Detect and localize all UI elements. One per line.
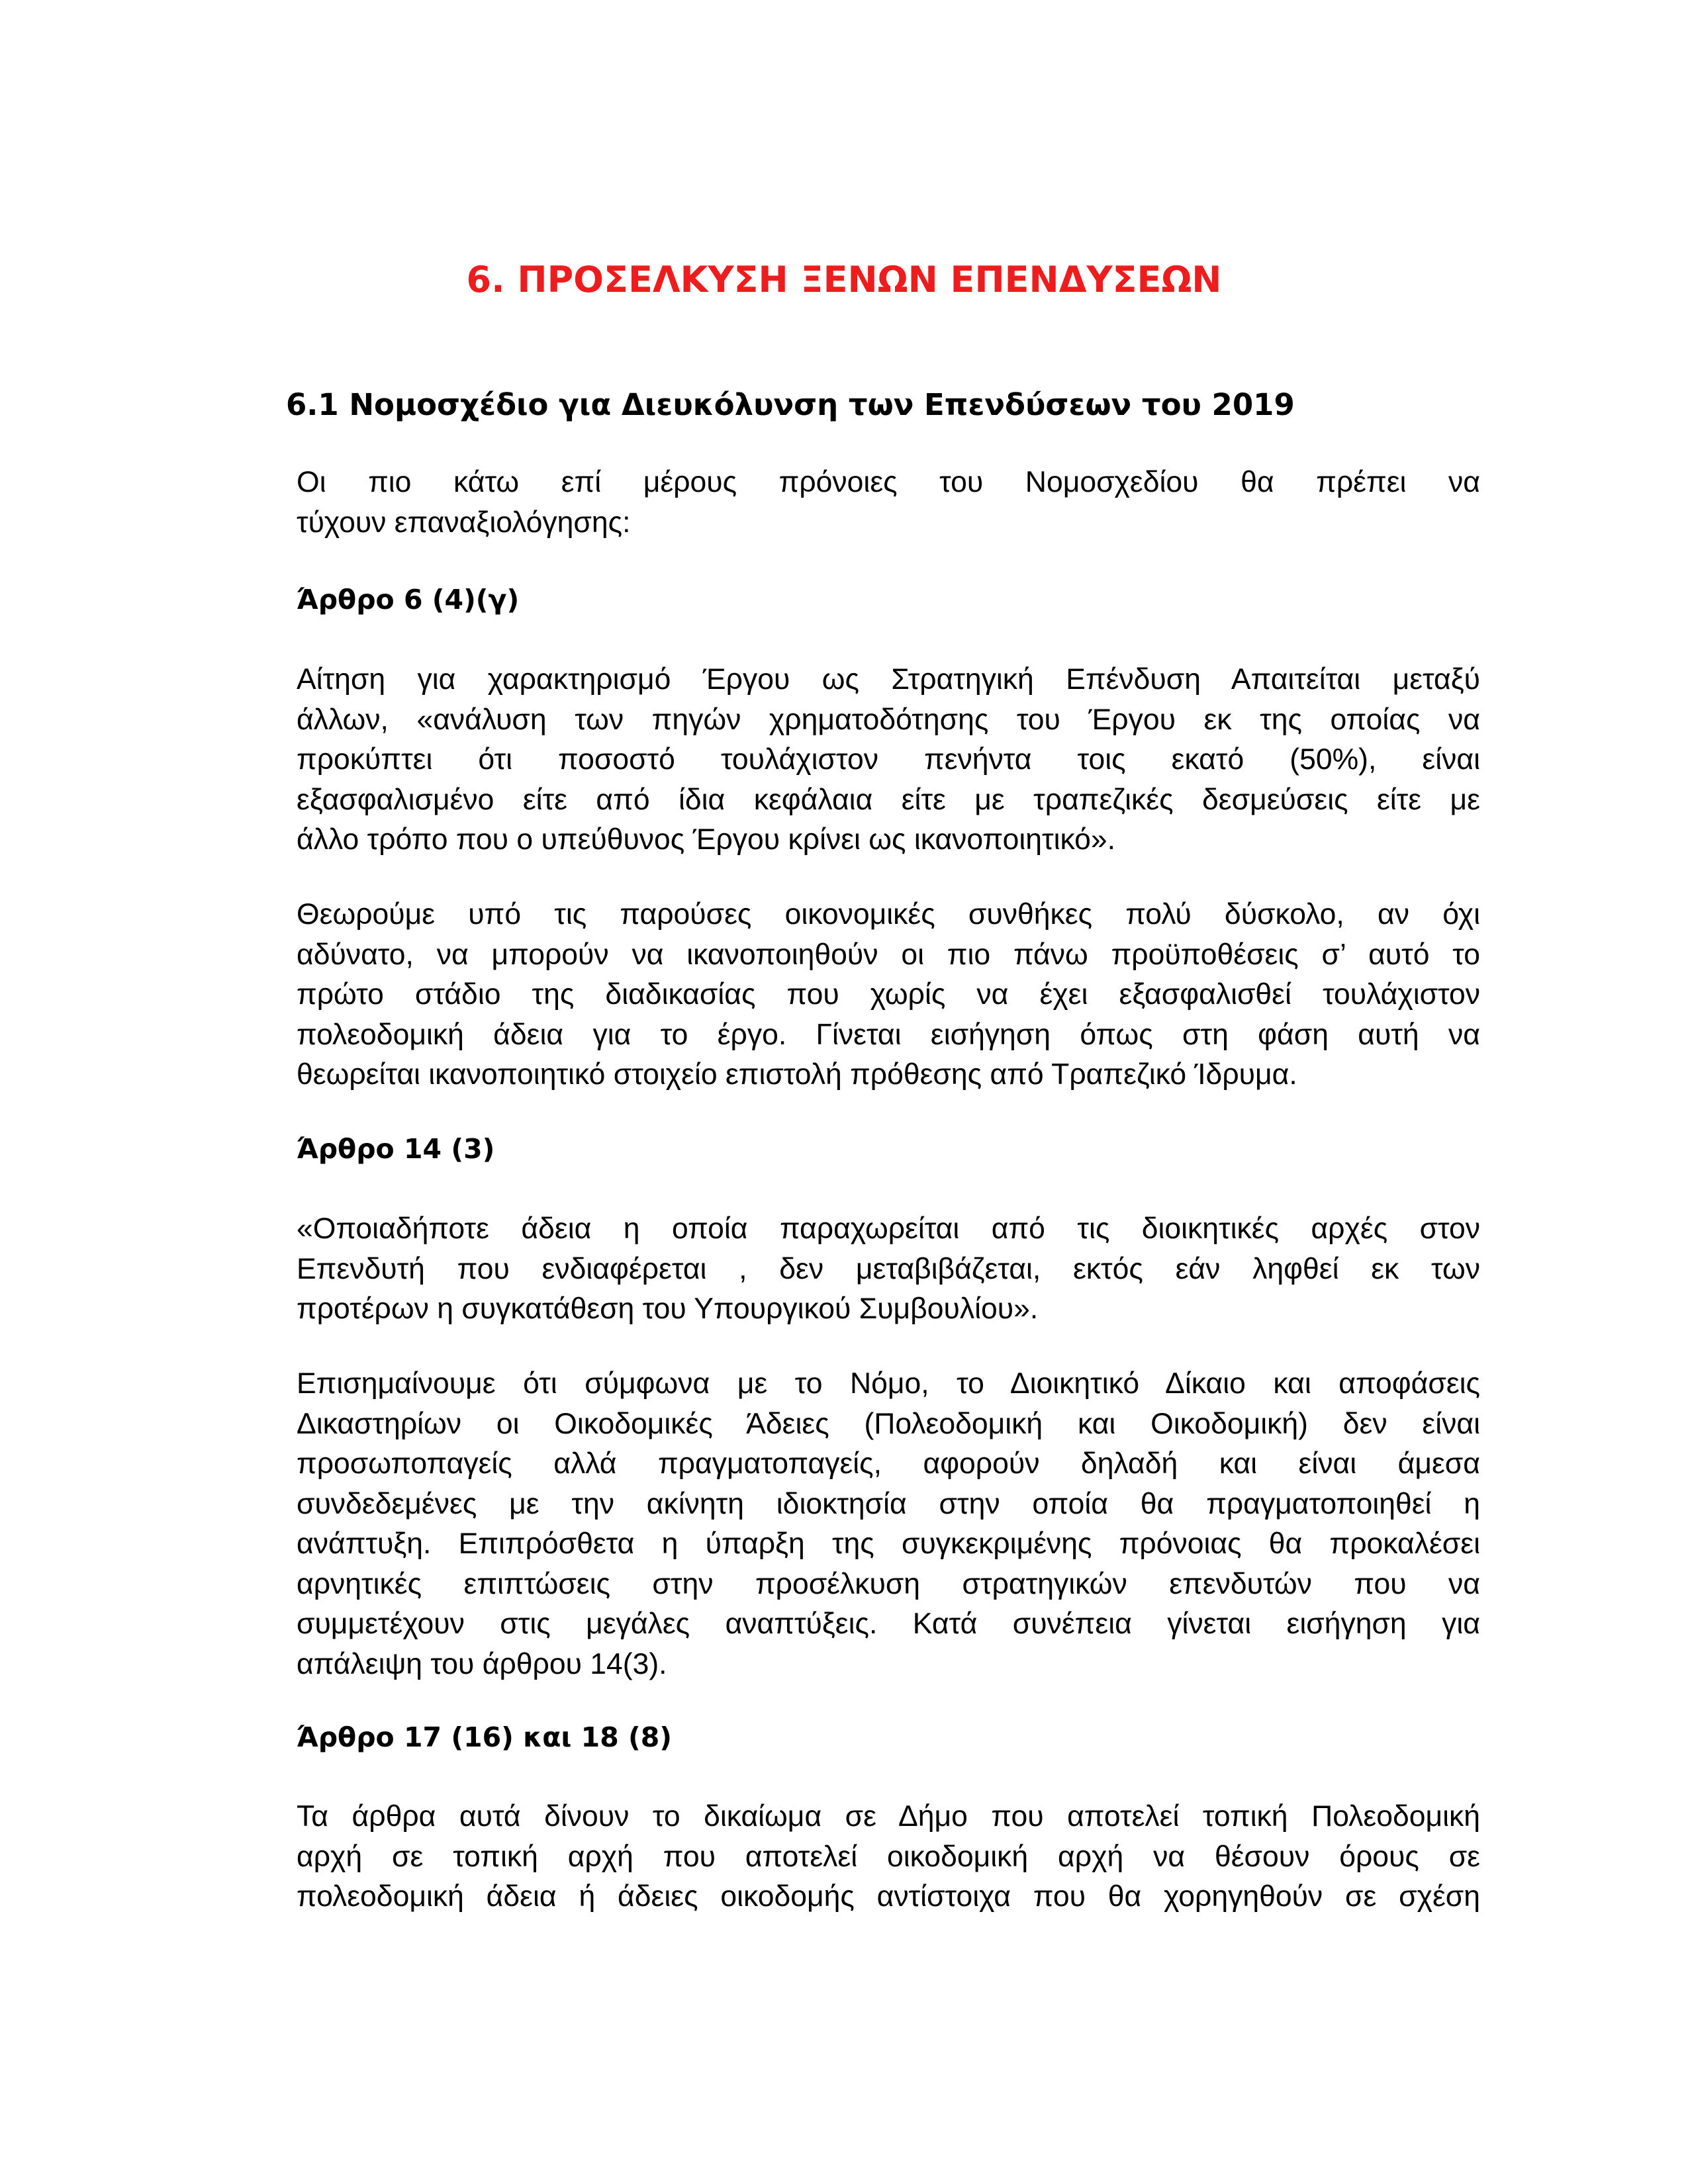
text-line: πολεοδομική άδεια για το έργο. Γίνεται εισήγηση όπως στη φάση αυτή να xyxy=(297,1018,1480,1051)
text-line: Επενδυτή που ενδιαφέρεται , δεν μεταβιβάζεται, εκτός εάν ληφθεί εκ των xyxy=(297,1252,1480,1285)
text-line: αδύνατο, να μπορούν να ικανοποιηθούν οι πιο πάνω προϋποθέσεις σ’ αυτό το xyxy=(297,938,1480,971)
text-line: συμμετέχουν στις μεγάλες αναπτύξεις. Κατά συνέπεια γίνεται εισήγηση για xyxy=(297,1608,1480,1640)
text-line: Θεωρούμε υπό τις παρούσες οικονομικές συνθήκες πολύ δύσκολο, αν όχι xyxy=(297,898,1480,931)
text-line: ανάπτυξη. Επιπρόσθετα η ύπαρξη της συγκεκριμένης πρόνοιας θα προκαλέσει xyxy=(297,1527,1480,1560)
article-heading-14-3: Άρθρο 14 (3) xyxy=(297,1133,495,1165)
article-14-paragraph-2 xyxy=(297,1364,1480,1684)
article-6-paragraph-1 xyxy=(297,660,1480,860)
text-line: άλλο τρόπο που ο υπεύθυνος Έργου κρίνει ως ικανοποιητικό». xyxy=(297,823,1116,856)
text-line: απάλειψη του άρθρου 14(3). xyxy=(297,1647,667,1680)
text-line: Οι πιο κάτω επί μέρους πρόνοιες του Νομοσχεδίου θα πρέπει να xyxy=(297,466,1480,498)
text-line: αρνητικές επιπτώσεις στην προσέλκυση στρατηγικών επενδυτών που να xyxy=(297,1567,1480,1600)
article-6-paragraph-2 xyxy=(297,895,1480,1095)
text-line: εξασφαλισμένο είτε από ίδια κεφάλαια είτε με τραπεζικές δεσμεύσεις είτε με xyxy=(297,783,1480,816)
text-line: πρώτο στάδιο της διαδικασίας που χωρίς να έχει εξασφαλισθεί τουλάχιστον xyxy=(297,978,1480,1011)
text-line: θεωρείται ικανοποιητικό στοιχείο επιστολή πρόθεσης από Τραπεζικό Ίδρυμα. xyxy=(297,1058,1297,1091)
text-line: προσωποπαγείς αλλά πραγματοπαγείς, αφορούν δηλαδή και είναι άμεσα xyxy=(297,1447,1480,1480)
article-17-18-paragraph-1 xyxy=(297,1797,1480,1917)
text-line: Επισημαίνουμε ότι σύμφωνα με το Νόμο, το Διοικητικό Δίκαιο και αποφάσεις xyxy=(297,1367,1480,1400)
text-line: συνδεδεμένες με την ακίνητη ιδιοκτησία στην οποία θα πραγματοποιηθεί η xyxy=(297,1487,1480,1520)
text-line: άλλων, «ανάλυση των πηγών χρηματοδότησης του Έργου εκ της οποίας να xyxy=(297,703,1480,736)
text-line: αρχή σε τοπική αρχή που αποτελεί οικοδομική αρχή να θέσουν όρους σε xyxy=(297,1840,1480,1873)
text-line: προτέρων η συγκατάθεση του Υπουργικού Συμβουλίου». xyxy=(297,1293,1039,1325)
article-heading-6-4-g: Άρθρο 6 (4)(γ) xyxy=(297,584,520,615)
text-line: τύχουν επαναξιολόγησης: xyxy=(297,506,631,539)
text-line: προκύπτει ότι ποσοστό τουλάχιστον πενήντα τοις εκατό (50%), είναι xyxy=(297,743,1480,776)
text-line: Αίτηση για χαρακτηρισμό Έργου ως Στρατηγική Επένδυση Απαιτείται μεταξύ xyxy=(297,663,1480,696)
text-line: Δικαστηρίων οι Οικοδομικές Άδειες (Πολεοδομική και Οικοδομική) δεν είναι xyxy=(297,1407,1480,1440)
text-line: Τα άρθρα αυτά δίνουν το δικαίωμα σε Δήμο που αποτελεί τοπική Πολεοδομική xyxy=(297,1800,1480,1833)
text-line: «Οποιαδήποτε άδεια η οποία παραχωρείται από τις διοικητικές αρχές στον xyxy=(297,1212,1480,1245)
section-heading: 6.1 Νομοσχέδιο για Διευκόλυνση των Επενδύσεων του 2019 xyxy=(286,387,1295,422)
article-14-paragraph-1 xyxy=(297,1209,1480,1330)
text-line: πολεοδομική άδεια ή άδειες οικοδομής αντίστοιχα που θα χορηγηθούν σε σχέση xyxy=(297,1880,1480,1913)
article-heading-17-18: Άρθρο 17 (16) και 18 (8) xyxy=(297,1721,673,1753)
page-title: 6. ΠΡΟΣΕΛΚΥΣΗ ΞΕΝΩΝ ΕΠΕΝΔΥΣΕΩΝ xyxy=(466,259,1222,300)
intro-paragraph xyxy=(297,463,1480,543)
